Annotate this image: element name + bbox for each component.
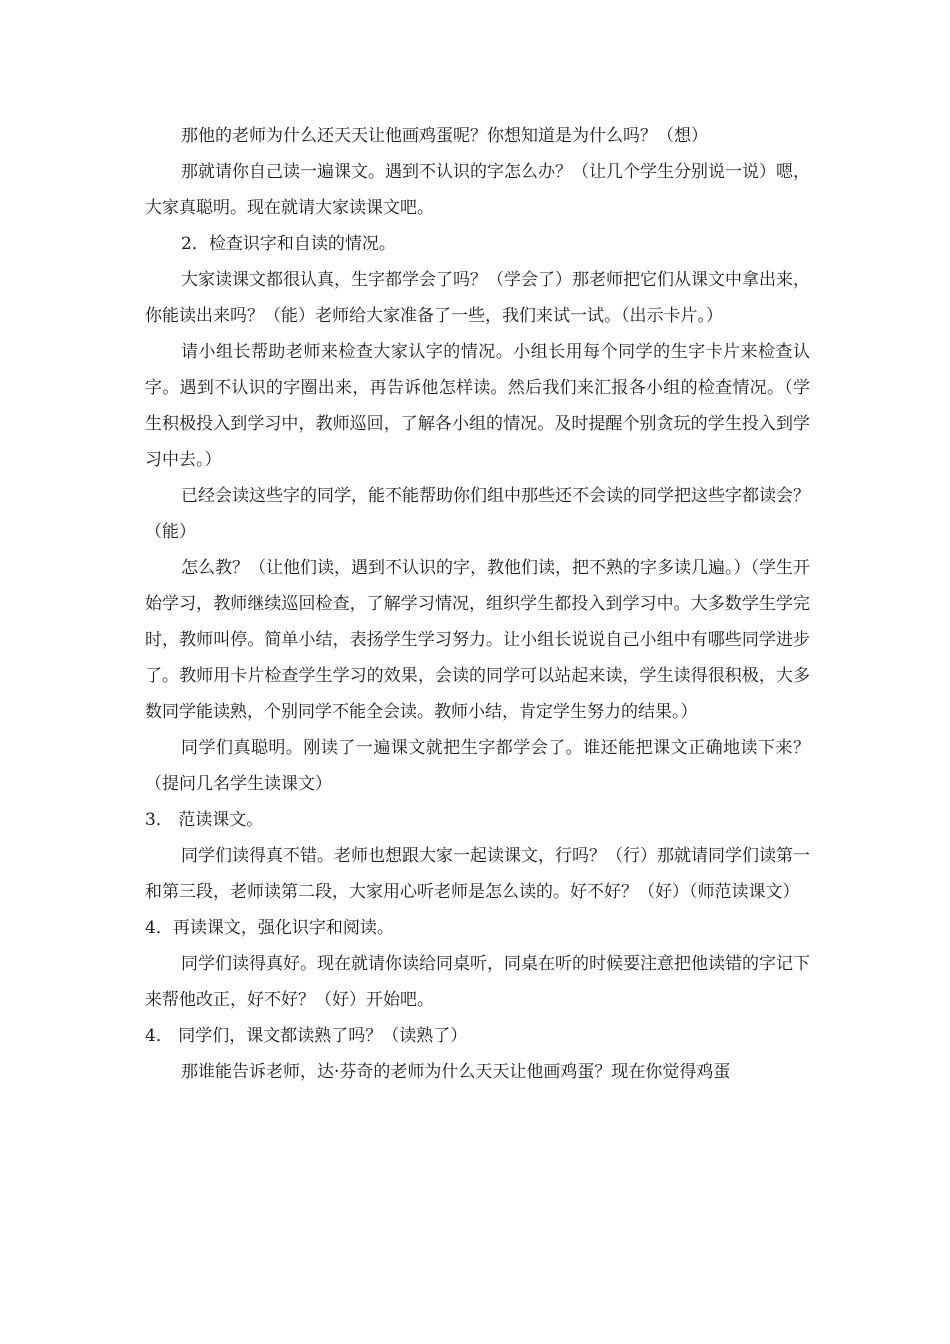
section-heading-4: 4．再读课文，强化识字和阅读。 [145,918,394,938]
paragraph-new-words: 大家读课文都很认真，生字都学会了吗？（学会了）那老师把它们从课文中拿出来，你能读出来吗？（能）老师给大家准备了一些，我们来试一试。（出示卡片。） [145,270,810,326]
paragraph-read-to-deskmate: 同学们读得真好。现在就请你读给同桌听，同桌在听的时候要注意把他读错的字记下来帮他改正，好不好？（好）开始吧。 [145,954,810,1010]
paragraph-model-reading: 同学们读得真不错。老师也想跟大家一起读课文，行吗？（行）那就请同学们读第一和第三段，老师读第二段，大家用心听老师是怎么读的。好不好？（好）（师范读课文） [145,846,810,902]
section-heading-3: 3． 范读课文。 [145,810,264,830]
paragraph-read-text: 那就请你自己读一遍课文。遇到不认识的字怎么办？（让几个学生分别说一说）嗯，大家真聪明。现在就请大家读课文吧。 [145,162,810,218]
paragraph-smart-students: 同学们真聪明。刚读了一遍课文就把生字都学会了。谁还能把课文正确地读下来？（提问几名学生读课文） [145,738,810,794]
document-body [145,118,810,1090]
section-heading-2: 2．检查识字和自读的情况。 [181,234,396,254]
paragraph-group-leader: 请小组长帮助老师来检查大家认字的情况。小组长用每个同学的生字卡片来检查认字。遇到不认识的字圈出来，再告诉他怎样读。然后我们来汇报各小组的检查情况。（学生积极投入到学习中，教师巡回，了解各小组的情况。及时提醒个别贪玩的学生投入到学习中去。） [145,342,810,470]
paragraph-how-to-teach: 怎么教？（让他们读，遇到不认识的字，教他们读，把不熟的字多读几遍。）（学生开始学习，教师继续巡回检查，了解学习情况，组织学生都投入到学习中。大多数学生学完时，教师叫停。简单小结，表扬学生学习努力。让小组长说说自己小组中有哪些同学进步了。教师用卡片检查学生学习的效果，会读的同学可以站起来读，学生读得很积极，大多数同学能读熟，个别同学不能全会读。教师小结，肯定学生努力的结果。） [145,558,810,722]
paragraph-da-vinci: 那谁能告诉老师，达·芬奇的老师为什么天天让他画鸡蛋？现在你觉得鸡蛋 [181,1062,731,1082]
paragraph-help-classmates: 已经会读这些字的同学，能不能帮助你们组中那些还不会读的同学把这些字都读会？（能） [145,486,810,542]
paragraph-teacher-question: 那他的老师为什么还天天让他画鸡蛋呢？你想知道是为什么吗？（想） [181,126,708,146]
section-heading-4b: 4． 同学们，课文都读熟了吗？（读熟了） [145,1026,468,1046]
